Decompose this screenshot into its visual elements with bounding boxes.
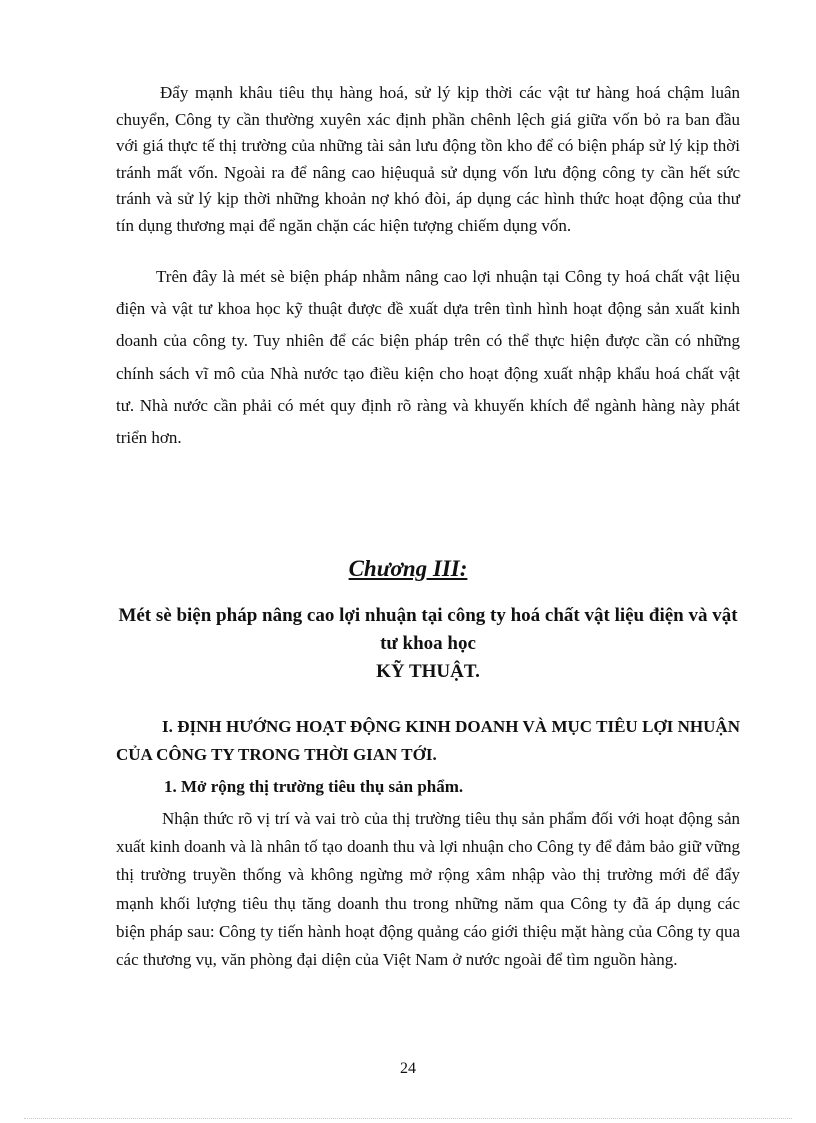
chapter-subtitle: Mét sè biện pháp nâng cao lợi nhuận tại công ty hoá chất vật liệu điện và vật tư khoa học xyxy=(118,605,738,654)
chapter-subtitle-line2: KỸ THUẬT. xyxy=(376,661,480,682)
paragraph-working-capital: Đẩy mạnh khâu tiêu thụ hàng hoá, sử lý kịp thời các vật tư hàng hoá chậm luân chuyển, Công ty cần thường xuyên xác định phần chênh lệch giá giữa vốn bỏ ra ban đầu với giá thực tế thị trường của những tài sản lưu động tồn kho để có biện pháp sử lý kịp thời tránh mất vốn. Ngoài ra để nâng cao hiệuquả sử dụng vốn lưu động công ty cần hết sức tránh và sử lý kịp thời những khoản nợ khó đòi, áp dụng các hình thức hoạt động của thư tín dụng thương mại để ngăn chặn các hiện tượng chiếm dụng vốn. xyxy=(116,83,740,235)
page-bottom-divider xyxy=(24,1118,792,1119)
paragraph-market-expansion: Nhận thức rõ vị trí và vai trò của thị trường tiêu thụ sản phẩm đối với hoạt động sản xuất kinh doanh và là nhân tố tạo doanh thu và lợi nhuận cho Công ty để đảm bảo giữ vững thị trường truyền thống và không ngừng mở rộng xâm nhập vào thị trường mới để đẩy mạnh khối lượng tiêu thụ tăng doanh thu trong những năm qua Công ty đã áp dụng các biện pháp sau: Công ty tiến hành hoạt động quảng cáo giới thiệu mặt hàng của Công ty qua các thương vụ, văn phòng đại diện của Việt Nam ở nước ngoài để tìm nguồn hàng. xyxy=(116,809,740,970)
chapter-title: Chương III: xyxy=(348,556,468,581)
page-number: 24 xyxy=(400,1060,416,1077)
paragraph-summary: Trên đây là mét sè biện pháp nhằm nâng cao lợi nhuận tại Công ty hoá chất vật liệu điện và vật tư khoa học kỹ thuật được đề xuất dựa trên tình hình hoạt động sản xuất kinh doanh của công ty. Tuy nhiên để các biện pháp trên có thể thực hiện được cần có những chính sách vĩ mô của Nhà nước tạo điều kiện cho hoạt động xuất nhập khẩu hoá chất vật tư. Nhà nước cần phải có mét quy định rõ ràng và khuyến khích để ngành hàng này phát triển hơn. xyxy=(116,267,740,448)
section-heading: I. ĐỊNH HƯỚNG HOẠT ĐỘNG KINH DOANH VÀ MỤC TIÊU LỢI NHUẬN CỦA CÔNG TY TRONG THỜI GIAN TỚI. xyxy=(116,717,740,764)
subsection-heading: 1. Mở rộng thị trường tiêu thụ sản phẩm. xyxy=(164,777,464,796)
